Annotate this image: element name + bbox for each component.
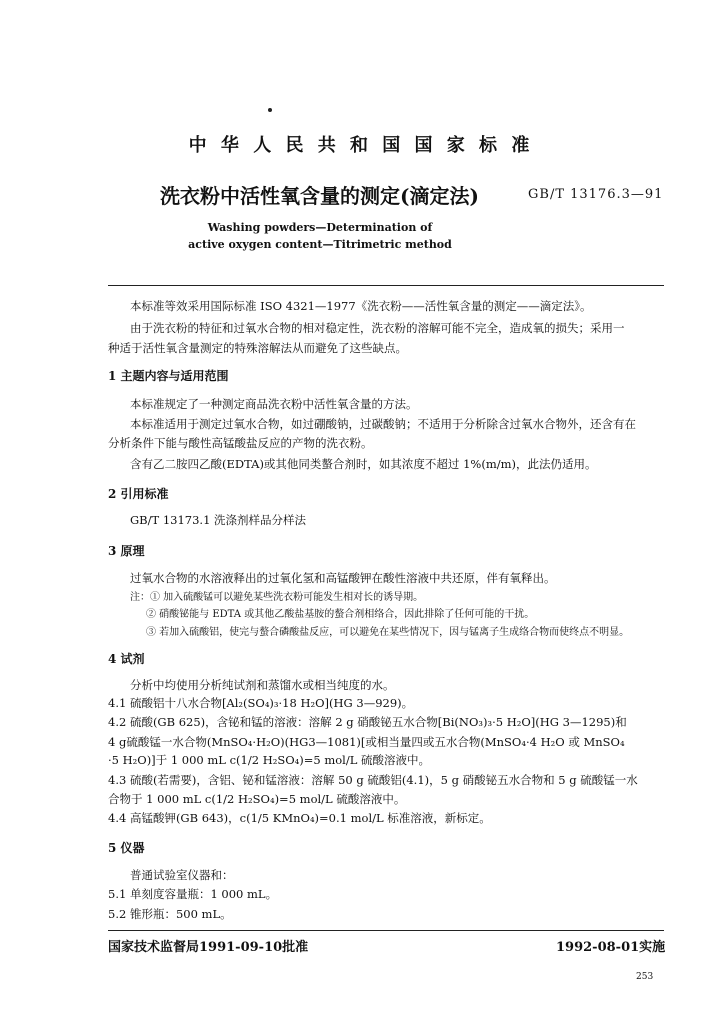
section-1-paragraph-2-line2: 分析条件下能与酸性高锰酸盐反应的产物的洗衣粉。: [108, 436, 373, 450]
section-2-heading: 2 引用标准: [108, 487, 169, 501]
apparatus-intro: 普通试验室仪器和：: [130, 868, 234, 882]
document-title: 洗衣粉中活性氧含量的测定(滴定法): [160, 184, 479, 208]
english-title-line1: Washing powders—Determination of: [207, 221, 433, 234]
section-3-heading: 3 原理: [108, 544, 145, 558]
implementation-date: 1992-08-01实施: [556, 940, 666, 955]
header-rule: [108, 285, 664, 286]
dot-mark: [268, 108, 272, 112]
section-4-heading: 4 试剂: [108, 652, 145, 666]
standard-title: 中 华 人 民 共 和 国 国 家 标 准: [188, 135, 534, 156]
reagent-4-2-line3: ·5 H₂O)]于 1 000 mL c(1/2 H₂SO₄)=5 mol/L 硫酸溶液中。: [108, 753, 431, 767]
referenced-standard: GB/T 13173.1 洗涤剂样品分样法: [130, 513, 307, 527]
note-1: 注：① 加入硫酸锰可以避免某些洗衣粉可能发生相对长的诱导期。: [130, 592, 424, 603]
apparatus-5-2: 5.2 锥形瓶：500 mL。: [108, 907, 232, 921]
reagent-4-2-line1: 4.2 硫酸(GB 625)，含铋和锰的溶液：溶解 2 g 硝酸铋五水合物[Bi(NO₃)₃·5 H₂O](HG 3—1295)和: [108, 715, 627, 729]
section-1-paragraph-1: 本标准规定了一种测定商品洗衣粉中活性氧含量的方法。: [130, 397, 418, 411]
section-1-heading: 1 主题内容与适用范围: [108, 369, 229, 383]
reagents-intro: 分析中均使用分析纯试剂和蒸馏水或相当纯度的水。: [130, 678, 395, 692]
footer-rule: [108, 930, 664, 931]
reagent-4-2-line2: 4 g硫酸锰一水合物(MnSO₄·H₂O)(HG3—1081)[或相当量四或五水合物(MnSO₄·4 H₂O 或 MnSO₄: [108, 735, 625, 749]
standard-number: GB/T 13176.3—91: [528, 187, 664, 202]
english-title-line2: active oxygen content—Titrimetric method: [188, 238, 452, 251]
section-3-paragraph: 过氧水合物的水溶液释出的过氧化氢和高锰酸钾在酸性溶液中共还原，伴有氧释出。: [130, 571, 556, 585]
section-1-paragraph-3: 含有乙二胺四乙酸(EDTA)或其他同类螯合剂时，如其浓度不超过 1%(m/m)，此法仍适用。: [130, 457, 597, 471]
intro-paragraph-2-line1: 由于洗衣粉的特征和过氧水合物的相对稳定性，洗衣粉的溶解可能不完全，造成氧的损失；采用一: [130, 321, 625, 335]
apparatus-5-1: 5.1 单刻度容量瓶：1 000 mL。: [108, 887, 278, 901]
intro-paragraph-1: 本标准等效采用国际标准 ISO 4321—1977《洗衣粉——活性氧含量的测定——滴定法》。: [130, 299, 592, 313]
note-2: ② 硝酸铋能与 EDTA 或其他乙酸盐基胺的螯合剂相络合，因此排除了任何可能的干扰。: [146, 609, 535, 620]
approval-date: 国家技术监督局1991-09-10批准: [108, 940, 309, 955]
intro-paragraph-2-line2: 种适于活性氧含量测定的特殊溶解法从而避免了这些缺点。: [108, 341, 407, 355]
reagent-4-4: 4.4 高锰酸钾(GB 643)，c(1/5 KMnO₄)=0.1 mol/L 标准溶液，新标定。: [108, 811, 491, 825]
reagent-4-3-line1: 4.3 硫酸(若需要)，含铝、铋和锰溶液：溶解 50 g 硫酸铝(4.1)，5 g 硝酸铋五水合物和 5 g 硫酸锰一水: [108, 773, 638, 787]
section-1-paragraph-2-line1: 本标准适用于测定过氧水合物，如过硼酸钠，过碳酸钠；不适用于分析除含过氧水合物外，还含有在: [130, 417, 636, 431]
note-3: ③ 若加入硫酸铝，使完与螯合磷酸盐反应，可以避免在某些情况下，因与锰离子生成络合物而使终点不明显。: [146, 627, 630, 638]
reagent-4-1: 4.1 硫酸铝十八水合物[Al₂(SO₄)₃·18 H₂O](HG 3—929)。: [108, 696, 414, 710]
section-5-heading: 5 仪器: [108, 841, 145, 855]
page-number: 253: [636, 972, 654, 982]
reagent-4-3-line2: 合物于 1 000 mL c(1/2 H₂SO₄)=5 mol/L 硫酸溶液中。: [108, 792, 406, 806]
